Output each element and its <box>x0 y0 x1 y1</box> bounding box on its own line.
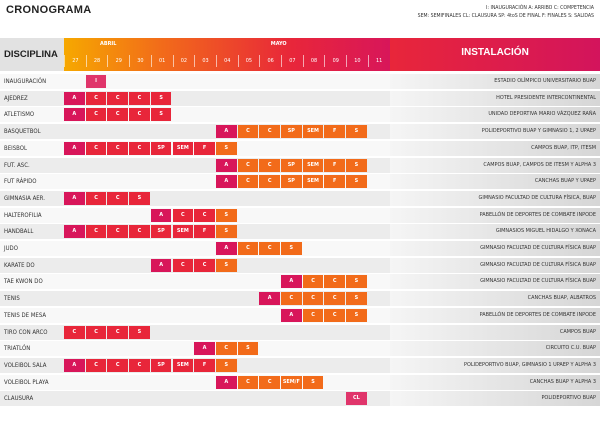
event-cell: C <box>324 309 345 322</box>
venue-name: POLIDEPORTIVO BUAP Y GIMNASIO 1, 2 UPAEP <box>481 128 596 135</box>
discipline-name: KARATE DO <box>4 261 35 269</box>
event-cell: SEM <box>173 359 194 372</box>
table-row <box>0 308 600 323</box>
venue-name: HOTEL PRESIDENTE INTERCONTINENTAL <box>496 94 596 101</box>
table-row <box>0 241 600 256</box>
event-cell: CL <box>346 392 367 405</box>
event-cell: S <box>151 92 172 105</box>
event-cell: F <box>194 359 215 372</box>
month-label: ABRIL <box>100 41 117 47</box>
venue-name: CAMPOS BUAP, CAMPOS DE ITESM Y ALPHA 3 <box>483 161 596 168</box>
event-cell: SP <box>281 159 302 172</box>
venue-name: POLIDEPORTIVO BUAP <box>541 395 596 402</box>
event-cell: C <box>107 108 128 121</box>
event-cell: F <box>324 125 345 138</box>
legend-line-1: I: INAUGURACIÓN A: ARRIBO C: COMPETENCIA <box>486 5 594 11</box>
table-row <box>0 391 600 406</box>
event-cell: C <box>238 175 259 188</box>
venue-name: GIMNASIOS MIGUEL HIDALGO Y XONACA <box>495 228 596 235</box>
event-cell: S <box>303 376 324 389</box>
venue-name: GIMNASIO FACULTAD DE CULTURA FÍSICA BUAP <box>480 261 596 268</box>
venue-name: GIMNASIO FACULTAD DE CULTURA FÍSICA BUAP <box>480 278 596 285</box>
event-cell: C <box>129 142 150 155</box>
table-row <box>0 191 600 206</box>
event-cell: C <box>86 326 107 339</box>
event-cell: S <box>216 209 237 222</box>
event-cell: F <box>324 175 345 188</box>
event-cell: A <box>194 342 215 355</box>
event-cell: A <box>64 225 85 238</box>
discipline-name: FUT RÁPIDO <box>4 178 37 186</box>
event-cell: C <box>259 376 280 389</box>
event-cell: SEM <box>303 125 324 138</box>
event-cell: S <box>216 142 237 155</box>
table-row <box>0 258 600 273</box>
venue-name: GIMNASIO FACULTAD DE CULTURA FÍSICA BUAP <box>480 245 596 251</box>
event-cell: C <box>107 92 128 105</box>
discipline-name: GIMNASIA AER. <box>4 194 45 202</box>
event-cell: A <box>216 376 237 389</box>
table-row <box>0 91 600 106</box>
venue-name: CAMPOS BUAP <box>559 328 596 335</box>
date-header: 27 <box>64 55 86 67</box>
event-cell: C <box>129 225 150 238</box>
event-cell: C <box>238 125 259 138</box>
event-cell: SP <box>151 142 172 155</box>
month-label: MAYO <box>270 41 287 47</box>
event-cell: C <box>281 292 302 305</box>
event-cell: C <box>324 275 345 288</box>
date-header: 07 <box>281 55 303 67</box>
event-cell: S <box>346 125 367 138</box>
event-cell: SEM/F <box>281 376 302 389</box>
event-cell: C <box>238 376 259 389</box>
event-cell: S <box>216 359 237 372</box>
venue-name: CANCHAS BUAP Y UPAEP <box>534 178 596 185</box>
event-cell: C <box>107 225 128 238</box>
event-cell: C <box>216 342 237 355</box>
event-cell: C <box>259 175 280 188</box>
date-header: 10 <box>346 55 368 67</box>
event-cell: I <box>86 75 107 88</box>
event-cell: C <box>324 292 345 305</box>
event-cell: C <box>86 359 107 372</box>
venue-name: GIMNASIO FACULTAD DE CULTURA FÍSICA, BUAP <box>478 194 596 201</box>
discipline-name: VOLEIBOL PLAYA <box>4 378 49 386</box>
discipline-name: CLAUSURA <box>4 395 34 403</box>
date-header: 09 <box>324 55 346 67</box>
event-cell: S <box>216 225 237 238</box>
event-cell: SP <box>151 225 172 238</box>
event-cell: C <box>107 359 128 372</box>
event-cell: A <box>216 175 237 188</box>
event-cell: S <box>346 292 367 305</box>
event-cell: SEM <box>303 175 324 188</box>
discipline-name: HANDBALL <box>4 228 34 236</box>
event-cell: C <box>194 209 215 222</box>
date-header: 08 <box>303 55 325 67</box>
table-row <box>0 107 600 122</box>
event-cell: C <box>86 225 107 238</box>
event-cell: A <box>64 359 85 372</box>
event-cell: SP <box>281 175 302 188</box>
date-header: 06 <box>259 55 281 67</box>
venue-name: ESTADIO OLÍMPICO UNIVERSITARIO BUAP <box>494 78 596 84</box>
event-cell: SEM <box>173 225 194 238</box>
header-disciplina-label: DISCIPLINA <box>4 49 58 60</box>
table-row <box>0 74 600 89</box>
table-header <box>0 38 600 71</box>
table-row <box>0 291 600 306</box>
event-cell: S <box>346 275 367 288</box>
legend <box>418 4 594 20</box>
header-instalacion-label: INSTALACIÓN <box>461 47 529 58</box>
legend-line-2: SEM: SEMIFINALES CL: CLAUSURA SP: 4toS DE FINAL F: FINALES S: SALIDAS <box>417 13 594 19</box>
venue-name: CANCHAS BUAP Y ALPHA 3 <box>529 378 596 385</box>
discipline-name: AJEDREZ <box>4 94 28 102</box>
table-row <box>0 325 600 340</box>
event-cell: C <box>86 92 107 105</box>
event-cell: SP <box>281 125 302 138</box>
event-cell: C <box>86 142 107 155</box>
table-row <box>0 341 600 356</box>
event-cell: C <box>129 92 150 105</box>
discipline-name: TENIS DE MESA <box>4 311 47 319</box>
event-cell: S <box>346 159 367 172</box>
event-cell: A <box>64 108 85 121</box>
event-cell: S <box>346 175 367 188</box>
event-cell: A <box>259 292 280 305</box>
venue-name: CIRCUITO C.U. BUAP <box>545 345 596 352</box>
table-row <box>0 375 600 390</box>
discipline-name: BEISBOL <box>4 144 27 152</box>
event-cell: A <box>281 309 302 322</box>
table-row <box>0 124 600 139</box>
header-disciplina-cell <box>0 38 64 71</box>
date-header: 30 <box>129 55 151 67</box>
event-cell: C <box>238 159 259 172</box>
date-header: 11 <box>368 55 390 67</box>
event-cell: C <box>129 359 150 372</box>
header-dates <box>64 38 390 71</box>
event-cell: A <box>151 259 172 272</box>
event-cell: A <box>151 209 172 222</box>
discipline-name: FUT. ASC. <box>4 161 30 169</box>
date-header: 02 <box>173 55 195 67</box>
table-row <box>0 141 600 156</box>
header-instalacion-cell <box>390 38 600 71</box>
event-cell: C <box>64 326 85 339</box>
venue-name: PABELLÓN DE DEPORTES DE COMBATE INPODE <box>479 211 596 218</box>
event-cell: F <box>194 142 215 155</box>
discipline-name: INAUGURACIÓN <box>4 78 47 85</box>
event-cell: SP <box>151 359 172 372</box>
venue-name: CANCHAS BUAP, ALBATROS <box>527 295 596 302</box>
discipline-name: TIRO CON ARCO <box>4 328 48 336</box>
event-cell: C <box>107 326 128 339</box>
discipline-name: ATLETISMO <box>4 111 35 119</box>
event-cell: C <box>259 159 280 172</box>
date-header: 28 <box>86 55 108 67</box>
event-cell: A <box>64 92 85 105</box>
event-cell: A <box>281 275 302 288</box>
date-header: 04 <box>216 55 238 67</box>
venue-name: CAMPOS BUAP, ITP, ITESM <box>531 144 596 151</box>
page-title: CRONOGRAMA <box>6 4 92 16</box>
event-cell: C <box>129 108 150 121</box>
event-cell: C <box>194 259 215 272</box>
event-cell: C <box>107 192 128 205</box>
venue-name: POLIDEPORTIVO BUAP, GIMNASIO 1 UPAEP Y ALPHA 3 <box>464 361 596 368</box>
event-cell: A <box>216 242 237 255</box>
event-cell: S <box>129 192 150 205</box>
discipline-name: TRIATLÓN <box>4 345 31 353</box>
event-cell: A <box>216 125 237 138</box>
table-row <box>0 158 600 173</box>
date-header: 05 <box>238 55 260 67</box>
venue-name: PABELLÓN DE DEPORTES DE COMBATE INPODE <box>479 311 596 318</box>
event-cell: S <box>216 259 237 272</box>
event-cell: C <box>303 309 324 322</box>
table-row <box>0 358 600 373</box>
event-cell: C <box>107 142 128 155</box>
discipline-name: JUDO <box>4 245 18 252</box>
event-cell: C <box>303 275 324 288</box>
event-cell: F <box>324 159 345 172</box>
table-row <box>0 208 600 223</box>
event-cell: S <box>151 108 172 121</box>
discipline-name: TENIS <box>4 295 20 303</box>
event-cell: S <box>129 326 150 339</box>
event-cell: F <box>194 225 215 238</box>
venue-name: UNIDAD DEPORTIVA MARIO VÁZQUEZ RAÑA <box>488 111 596 118</box>
discipline-name: BASQUETBOL <box>4 128 41 136</box>
date-header: 29 <box>107 55 129 67</box>
event-cell: C <box>86 108 107 121</box>
table-row <box>0 274 600 289</box>
event-cell: C <box>259 125 280 138</box>
date-header: 03 <box>194 55 216 67</box>
event-cell: SEM <box>303 159 324 172</box>
event-cell: C <box>173 259 194 272</box>
event-cell: C <box>238 242 259 255</box>
discipline-name: HALTEROFILIA <box>4 211 42 219</box>
discipline-name: TAE KWON DO <box>4 278 43 286</box>
discipline-name: VOLEIBOL SALA <box>4 361 47 369</box>
event-cell: C <box>259 242 280 255</box>
event-cell: S <box>346 309 367 322</box>
table-row <box>0 224 600 239</box>
event-cell: SEM <box>173 142 194 155</box>
event-cell: C <box>173 209 194 222</box>
event-cell: C <box>86 192 107 205</box>
event-cell: A <box>216 159 237 172</box>
table-row <box>0 174 600 189</box>
event-cell: S <box>281 242 302 255</box>
event-cell: A <box>64 142 85 155</box>
event-cell: C <box>303 292 324 305</box>
date-header: 01 <box>151 55 173 67</box>
event-cell: S <box>238 342 259 355</box>
event-cell: A <box>64 192 85 205</box>
